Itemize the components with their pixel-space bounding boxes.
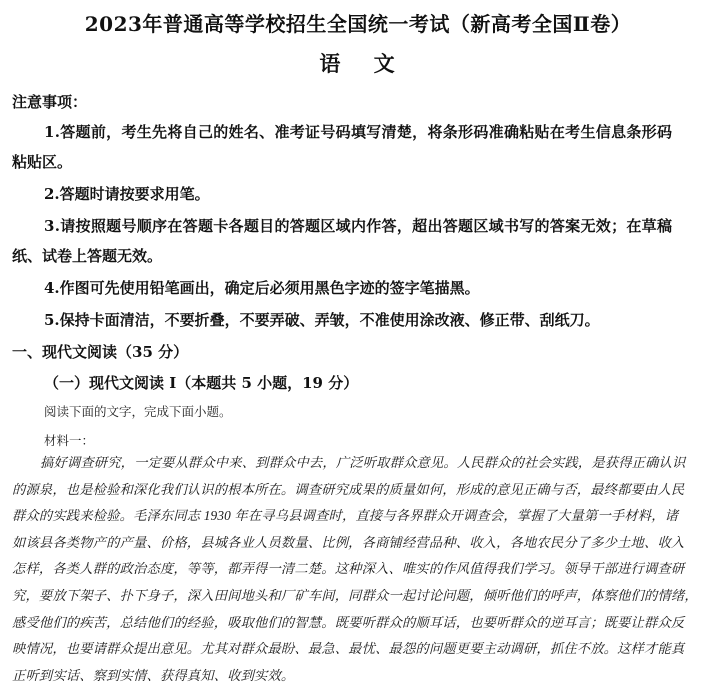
subject-title: 语 文 [319, 51, 397, 76]
paragraph-line: 正听到实话、察到实情、获得真知、收到实效。 [12, 667, 295, 683]
paragraph-line: 感受他们的疾苦，总结他们的经验，吸取他们的智慧。既要听群众的顺耳话，也要听群众的逆耳言；既要让群众反 [12, 614, 685, 630]
notice-heading: 注意事项： [12, 93, 88, 111]
notice-item-5: 5.保持卡面清洁，不要折叠，不要弄破、弄皱，不准使用涂改液、修正带、刮纸刀。 [44, 311, 600, 329]
material-paragraph [12, 450, 708, 689]
paragraph-line: 的源泉，也是检验和深化我们认识的根本所在。调查研究成果的质量如何，形成的意见正确与否，最终都要由人民 [12, 481, 685, 497]
reading-instruction: 阅读下面的文字，完成下面小题。 [44, 404, 232, 419]
subsection-heading: （一）现代文阅读 I（本题共 5 小题，19 分） [44, 374, 359, 392]
paragraph-line: 映情况，也要请群众提出意见。尤其对群众最盼、最急、最忧、最怨的问题更要主动调研，抓住不放。这样才能真 [12, 641, 685, 657]
section-heading: 一、现代文阅读（35 分） [12, 343, 189, 361]
paragraph-line: 怎样，各类人群的政治态度，等等，都弄得一清二楚。这种深入、唯实的作风值得我们学习。领导干部进行调查研 [12, 561, 685, 577]
notice-item-3-line-1: 3.请按照题号顺序在答题卡各题目的答题区域内作答，超出答题区域书写的答案无效；在草稿 [44, 217, 673, 235]
paragraph-line: 搞好调查研究，一定要从群众中来、到群众中去，广泛听取群众意见。人民群众的社会实践，是获得正确认识 [40, 455, 686, 470]
notice-item-1-line-2: 粘贴区。 [12, 153, 73, 171]
notice-item-3-line-2: 纸、试卷上答题无效。 [12, 247, 163, 265]
notice-item-4: 4.作图可先使用铅笔画出，确定后必须用黑色字迹的签字笔描黑。 [44, 279, 480, 297]
paragraph-line: 如该县各类物产的产量、价格，县城各业人员数量、比例，各商铺经营品种、收入，各地农民分了多少土地、收入 [12, 534, 685, 550]
material-label: 材料一： [44, 433, 95, 448]
exam-title: 2023年普通高等学校招生全国统一考试（新高考全国Ⅱ卷） [84, 12, 632, 36]
notice-item-1-line-1: 1.答题前，考生先将自己的姓名、准考证号码填写清楚，将条形码准确粘贴在考生信息条形码 [44, 123, 673, 141]
paragraph-line: 群众的实践来检验。毛泽东同志 1930 年在寻乌县调查时，直接与各界群众开调查会，掌握了大量第一手材料，诸 [12, 508, 679, 524]
paragraph-line: 究，要放下架子、扑下身子，深入田间地头和厂矿车间，同群众一起讨论问题，倾听他们的呼声，体察他们的情绪， [12, 587, 698, 603]
notice-item-2: 2.答题时请按要求用笔。 [44, 185, 210, 203]
